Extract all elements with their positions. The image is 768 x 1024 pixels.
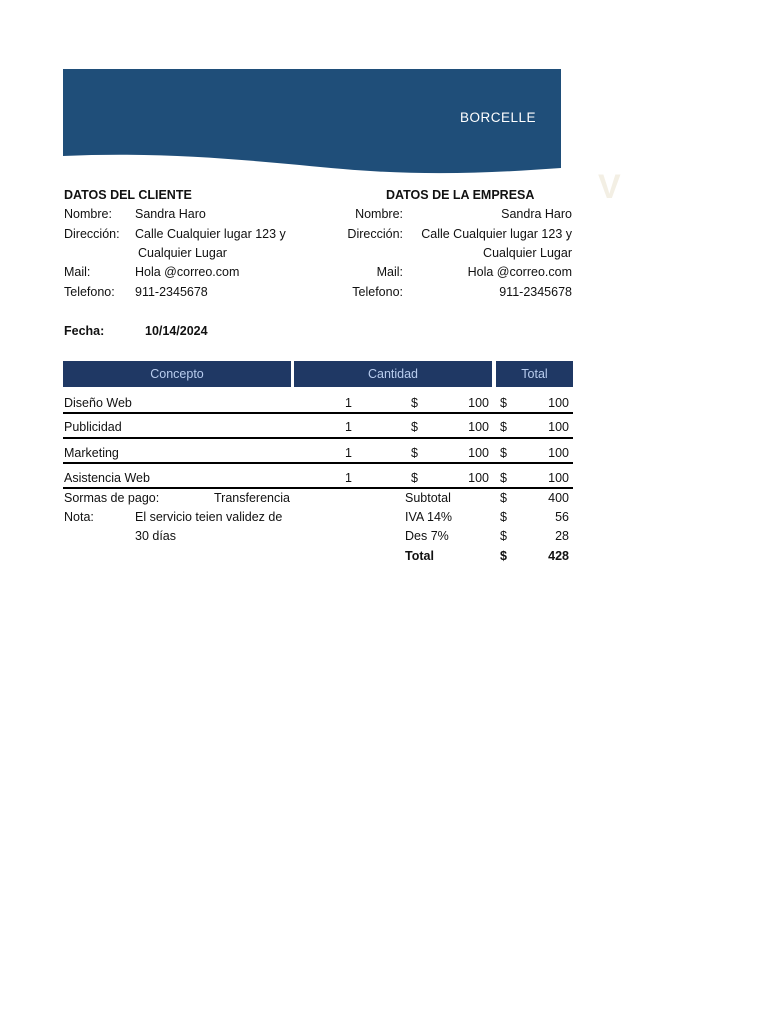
- row-total: 100: [548, 446, 569, 460]
- row-currency: $: [411, 471, 418, 485]
- iva-value: 56: [555, 510, 569, 524]
- date-label: Fecha:: [64, 324, 105, 338]
- iva-currency: $: [500, 510, 507, 524]
- row-qty: 1: [345, 446, 352, 460]
- note-label: Nota:: [64, 510, 94, 524]
- row-total: 100: [548, 420, 569, 434]
- row-concept: Publicidad: [64, 420, 122, 434]
- row-divider: [63, 487, 573, 489]
- client-mail-label: Mail:: [64, 265, 91, 279]
- company-phone: 911-2345678: [499, 285, 572, 299]
- client-mail: Hola @correo.com: [135, 265, 240, 279]
- discount-currency: $: [500, 529, 507, 543]
- row-qty: 1: [345, 396, 352, 410]
- subtotal-label: Subtotal: [405, 491, 451, 505]
- total-currency: $: [500, 549, 507, 563]
- row-price: 100: [468, 446, 489, 460]
- company-name-label: Nombre:: [355, 207, 403, 221]
- company-mail: Hola @correo.com: [467, 265, 572, 279]
- client-address-line1: Calle Cualquier lugar 123 y: [135, 227, 286, 241]
- col-header-total: Total: [496, 361, 573, 387]
- row-price: 100: [468, 396, 489, 410]
- row-total-currency: $: [500, 396, 507, 410]
- discount-label: Des 7%: [405, 529, 449, 543]
- row-divider: [63, 462, 573, 464]
- total-label: Total: [405, 549, 434, 563]
- company-address-label: Dirección:: [347, 227, 403, 241]
- row-concept: Diseño Web: [64, 396, 132, 410]
- note-line1: El servicio teien validez de: [135, 510, 283, 524]
- row-currency: $: [411, 446, 418, 460]
- discount-value: 28: [555, 529, 569, 543]
- company-mail-label: Mail:: [376, 265, 403, 279]
- brand-name: BORCELLE: [459, 110, 536, 125]
- total-value: 428: [548, 549, 569, 563]
- watermark-mark: V: [598, 168, 621, 206]
- client-name: Sandra Haro: [135, 207, 206, 221]
- client-phone: 911-2345678: [135, 285, 208, 299]
- payment-value: Transferencia: [214, 491, 290, 505]
- row-price: 100: [468, 471, 489, 485]
- row-total: 100: [548, 471, 569, 485]
- row-concept: Marketing: [64, 446, 119, 460]
- company-phone-label: Telefono:: [352, 285, 403, 299]
- row-currency: $: [411, 396, 418, 410]
- row-divider: [63, 412, 573, 414]
- row-currency: $: [411, 420, 418, 434]
- client-address-line2: Cualquier Lugar: [138, 246, 227, 260]
- row-total-currency: $: [500, 446, 507, 460]
- company-address-line2: Cualquier Lugar: [483, 246, 572, 260]
- row-divider: [63, 437, 573, 439]
- client-address-label: Dirección:: [64, 227, 120, 241]
- company-name: Sandra Haro: [501, 207, 572, 221]
- client-heading: DATOS DEL CLIENTE: [64, 188, 192, 202]
- client-name-label: Nombre:: [64, 207, 112, 221]
- row-total: 100: [548, 396, 569, 410]
- col-header-concepto: Concepto: [63, 361, 291, 387]
- row-total-currency: $: [500, 471, 507, 485]
- row-qty: 1: [345, 471, 352, 485]
- subtotal-value: 400: [548, 491, 569, 505]
- row-total-currency: $: [500, 420, 507, 434]
- company-address-line1: Calle Cualquier lugar 123 y: [421, 227, 572, 241]
- row-qty: 1: [345, 420, 352, 434]
- note-line2: 30 días: [135, 529, 177, 543]
- subtotal-currency: $: [500, 491, 507, 505]
- company-heading: DATOS DE LA EMPRESA: [386, 188, 535, 202]
- col-header-cantidad: Cantidad: [294, 361, 492, 387]
- client-phone-label: Telefono:: [64, 285, 115, 299]
- row-concept: Asistencia Web: [64, 471, 150, 485]
- date-value: 10/14/2024: [145, 324, 208, 338]
- row-price: 100: [468, 420, 489, 434]
- payment-label: Sormas de pago:: [64, 491, 160, 505]
- iva-label: IVA 14%: [405, 510, 453, 524]
